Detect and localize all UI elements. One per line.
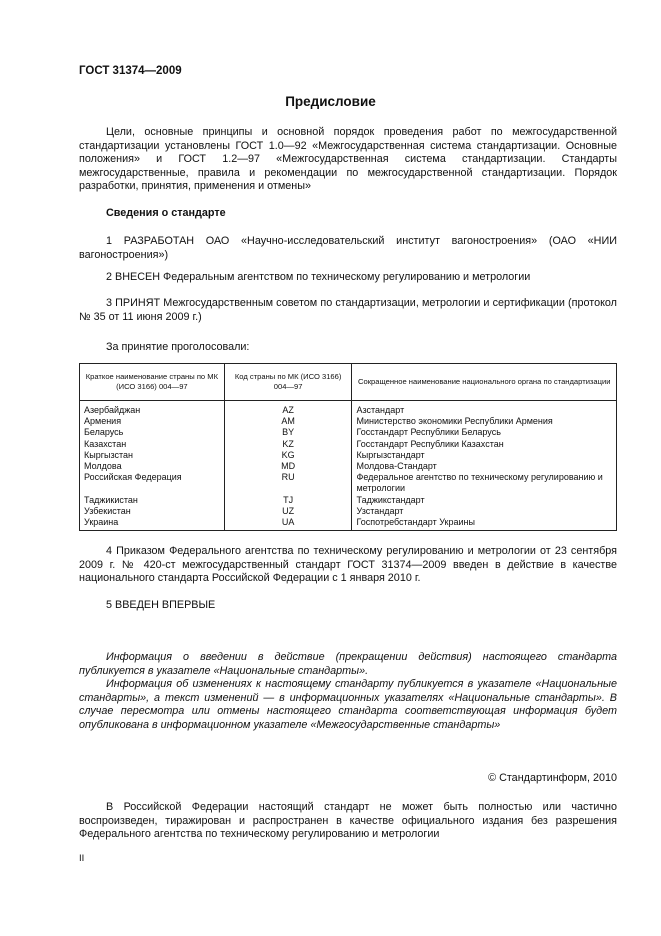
table-row: Армения AM Министерство экономики Республики Армения bbox=[80, 416, 617, 427]
intro-paragraph bbox=[79, 126, 617, 194]
table-row: Беларусь BY Госстандарт Республики Беларусь bbox=[80, 427, 617, 438]
table-row: Азербайджан AZ Азстандарт bbox=[80, 401, 617, 417]
rights-notice: В Российской Федерации настоящий стандарт не может быть полностью или частично воспроизведен, тиражирован и распространен в качестве официального издания без разрешения Федерального агентства по техническому регулированию и метрологии bbox=[79, 801, 617, 841]
item-first-introduced: 5 ВВЕДЕН ВПЕРВЫЕ bbox=[106, 599, 216, 611]
publication-notice bbox=[79, 651, 617, 733]
voting-table bbox=[79, 363, 617, 531]
table-row: Российская Федерация RU Федеральное агентство по техническому регулированию и метрологии bbox=[80, 472, 617, 494]
item-submitted: 2 ВНЕСЕН Федеральным агентством по техническому регулированию и метрологии bbox=[106, 271, 531, 283]
vote-intro: За принятие проголосовали: bbox=[106, 341, 250, 353]
item-adopted: 3 ПРИНЯТ Межгосударственным советом по стандартизации, метрологии и сертификации (протокол № 35 от 11 июня 2009 г.) bbox=[79, 297, 617, 323]
table-row: Казахстан KZ Госстандарт Республики Казахстан bbox=[80, 439, 617, 450]
page-number: II bbox=[79, 853, 85, 864]
table-row: Украина UA Госпотребстандарт Украины bbox=[80, 517, 617, 531]
copyright: © Стандартинформ, 2010 bbox=[488, 772, 617, 784]
header-standards-body: Сокращенное наименование национального органа по стандартизации bbox=[352, 364, 617, 401]
notice-paragraph-1: Информация о введении в действие (прекращении действия) настоящего стандарта публикуется в указателе «Национальные стандарты». bbox=[79, 651, 617, 677]
notice-paragraph-2: Информация об изменениях к настоящему стандарту публикуется в указателе «Национальные стандарты», а текст изменений — в информационных указателях «Национальные стандарты». В случае пересмотра или отмены настоящего стандарта соответствующая информация будет опубликована в информационном указателе «Межгосударственные стандарты» bbox=[79, 678, 617, 731]
intro-text: Цели, основные принципы и основной порядок проведения работ по межгосударственной стандартизации установлены ГОСТ 1.0—92 «Межгосударственная система стандартизации. Основные положения» и ГОСТ 1.2—97 «Межгосударственная система стандартизации. Стандарты межгосударственные, правила и рекомендации по межгосударственной стандартизации. Порядок разработки, принятия, применения и отмены» bbox=[79, 126, 617, 193]
header-country-name: Краткое наименование страны по МК (ИСО 3166) 004—97 bbox=[80, 364, 225, 401]
page-title: Предисловие bbox=[285, 94, 376, 109]
table-row: Узбекистан UZ Узстандарт bbox=[80, 506, 617, 517]
table-header-row bbox=[80, 364, 617, 401]
document-code: ГОСТ 31374—2009 bbox=[79, 65, 182, 77]
table-row: Кыргызстан KG Кыргызстандарт bbox=[80, 450, 617, 461]
header-country-code: Код страны по МК (ИСО 3166) 004—97 bbox=[224, 364, 352, 401]
item-developed: 1 РАЗРАБОТАН ОАО «Научно-исследовательский институт вагоностроения» (ОАО «НИИ вагоностроения») bbox=[79, 235, 617, 261]
table-row: Молдова MD Молдова-Стандарт bbox=[80, 461, 617, 472]
item-enacted: 4 Приказом Федерального агентства по техническому регулированию и метрологии от 23 сентября 2009 г. № 420-ст межгосударственный стандарт ГОСТ 31374—2009 введен в действие в качестве национального стандарта Российской Федерации с 1 января 2010 г. bbox=[79, 545, 617, 585]
table-row: Таджикистан TJ Таджикстандарт bbox=[80, 495, 617, 506]
section-heading: Сведения о стандарте bbox=[106, 207, 226, 219]
